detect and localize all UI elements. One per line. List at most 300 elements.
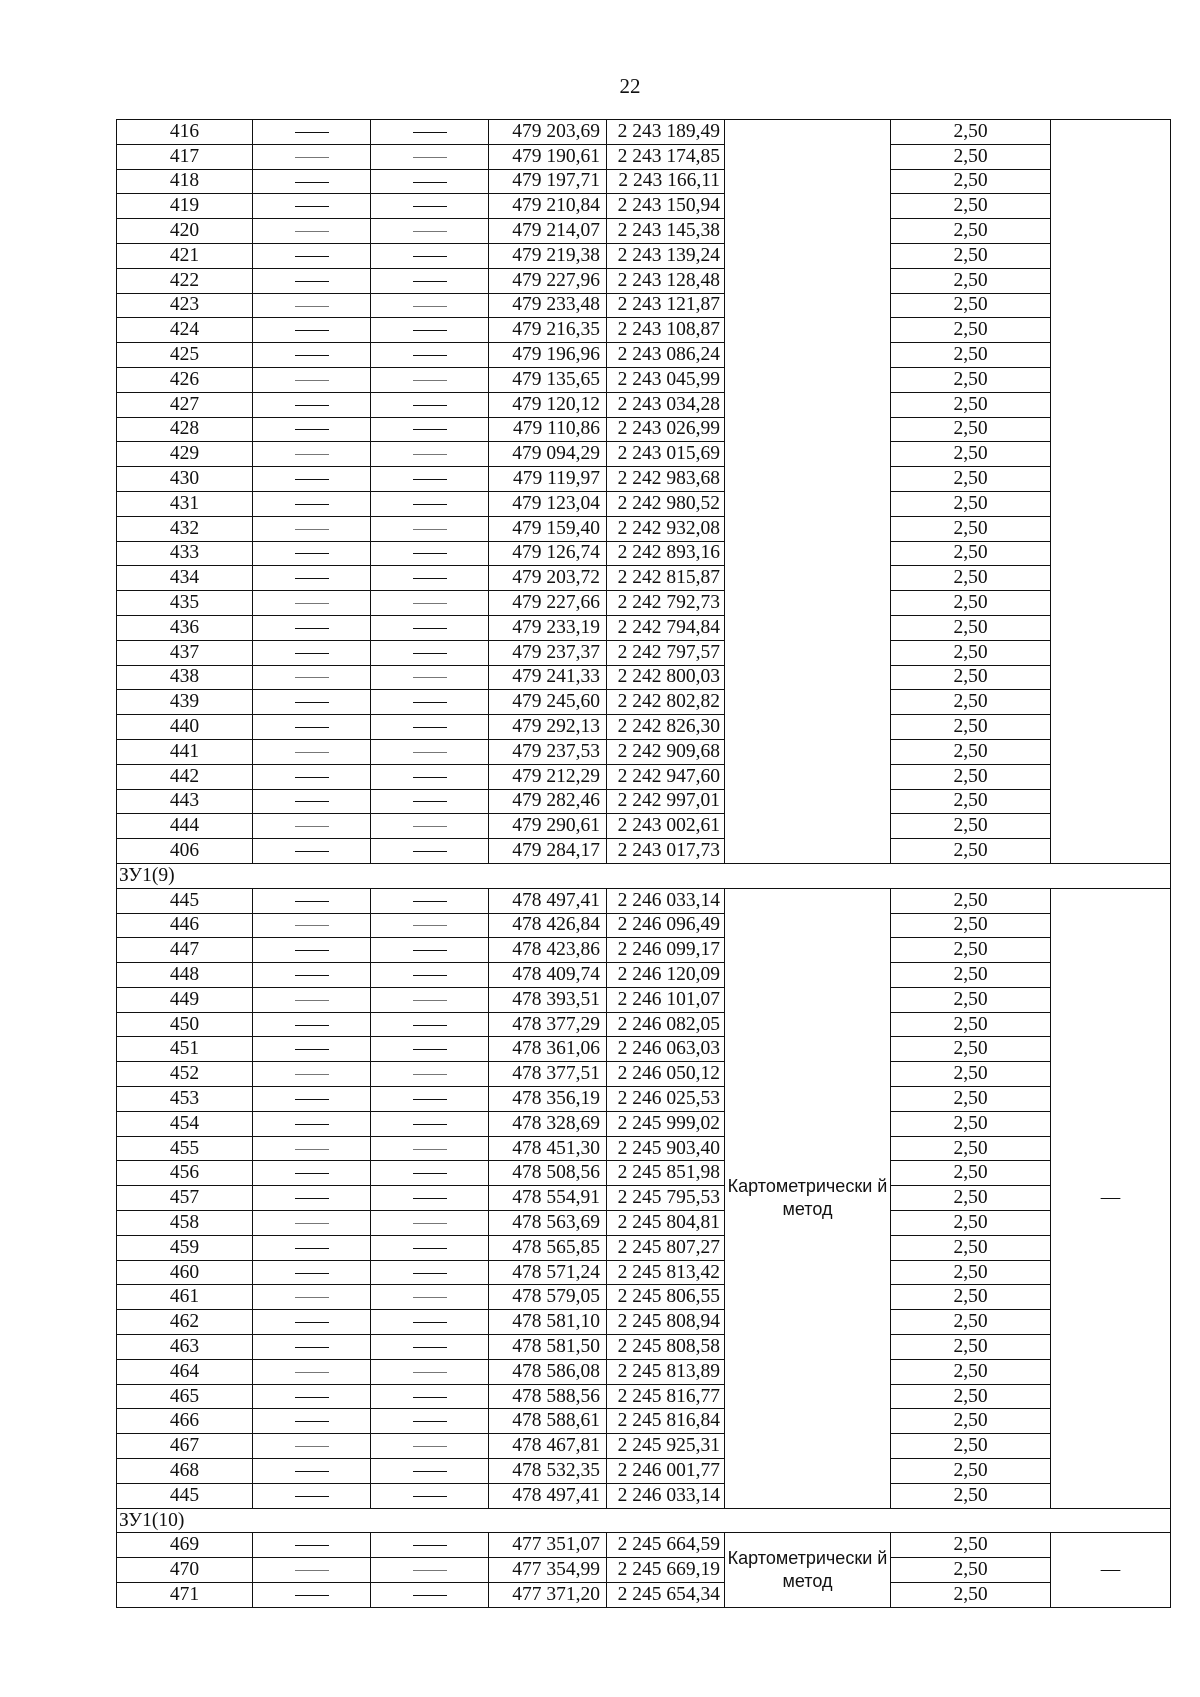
accuracy-value: 2,50 [891, 987, 1051, 1012]
coordinate-y: 2 246 120,09 [607, 963, 725, 988]
point-number: 437 [117, 640, 253, 665]
point-number: 464 [117, 1359, 253, 1384]
empty-cell [253, 1335, 371, 1360]
point-number: 460 [117, 1260, 253, 1285]
empty-cell [371, 888, 489, 913]
table-row [117, 268, 1171, 293]
table-row [117, 343, 1171, 368]
table-row [117, 1359, 1171, 1384]
dash-mark [295, 1074, 329, 1075]
coordinate-x: 477 371,20 [489, 1583, 607, 1608]
accuracy-value: 2,50 [891, 1434, 1051, 1459]
table-row [117, 516, 1171, 541]
empty-cell [253, 789, 371, 814]
table-row [117, 987, 1171, 1012]
point-number: 422 [117, 268, 253, 293]
dash-mark [413, 1496, 447, 1497]
coordinate-x: 478 328,69 [489, 1111, 607, 1136]
accuracy-value: 2,50 [891, 516, 1051, 541]
dash-mark [413, 1124, 447, 1125]
point-number: 418 [117, 169, 253, 194]
empty-cell [371, 640, 489, 665]
dash-mark [413, 256, 447, 257]
table-row [117, 442, 1171, 467]
empty-cell [253, 1558, 371, 1583]
coordinate-y: 2 246 025,53 [607, 1087, 725, 1112]
coordinate-y: 2 245 925,31 [607, 1434, 725, 1459]
accuracy-value: 2,50 [891, 120, 1051, 145]
point-number: 434 [117, 566, 253, 591]
dash-mark [413, 677, 447, 678]
page-number: 22 [619, 74, 641, 98]
dash-mark [413, 1471, 447, 1472]
table-row [117, 1310, 1171, 1335]
point-number: 452 [117, 1062, 253, 1087]
coordinate-y: 2 242 980,52 [607, 491, 725, 516]
table-row [117, 690, 1171, 715]
coordinate-x: 479 126,74 [489, 541, 607, 566]
point-number: 432 [117, 516, 253, 541]
point-number: 455 [117, 1136, 253, 1161]
dash-mark [295, 603, 329, 604]
empty-cell [371, 1335, 489, 1360]
accuracy-value: 2,50 [891, 467, 1051, 492]
dash-mark [295, 1149, 329, 1150]
dash-mark [413, 826, 447, 827]
point-number: 458 [117, 1211, 253, 1236]
dash-mark [295, 157, 329, 158]
accuracy-value: 2,50 [891, 1384, 1051, 1409]
coordinate-y: 2 245 813,42 [607, 1260, 725, 1285]
dash-mark [413, 1372, 447, 1373]
point-number: 459 [117, 1235, 253, 1260]
empty-cell [371, 789, 489, 814]
dash-mark [413, 1149, 447, 1150]
coordinate-y: 2 243 045,99 [607, 367, 725, 392]
empty-cell [253, 467, 371, 492]
accuracy-value: 2,50 [891, 1211, 1051, 1236]
coordinate-y: 2 245 795,53 [607, 1186, 725, 1211]
coordinate-y: 2 245 669,19 [607, 1558, 725, 1583]
table-row [117, 739, 1171, 764]
dash-mark [413, 157, 447, 158]
point-number: 423 [117, 293, 253, 318]
coordinate-y: 2 243 026,99 [607, 417, 725, 442]
point-number: 442 [117, 764, 253, 789]
empty-cell [371, 1285, 489, 1310]
dash-mark [295, 727, 329, 728]
accuracy-value: 2,50 [891, 963, 1051, 988]
dash-mark [295, 454, 329, 455]
dash-mark [413, 901, 447, 902]
accuracy-value: 2,50 [891, 1062, 1051, 1087]
point-number: 428 [117, 417, 253, 442]
dash-mark [295, 330, 329, 331]
empty-cell [253, 615, 371, 640]
empty-cell [253, 1211, 371, 1236]
coordinate-y: 2 245 664,59 [607, 1533, 725, 1558]
dash-mark [413, 479, 447, 480]
accuracy-value: 2,50 [891, 491, 1051, 516]
coordinate-x: 479 227,66 [489, 591, 607, 616]
coordinate-y: 2 242 815,87 [607, 566, 725, 591]
point-number: 468 [117, 1459, 253, 1484]
table-row [117, 120, 1171, 145]
accuracy-value: 2,50 [891, 789, 1051, 814]
dash-mark [295, 1545, 329, 1546]
accuracy-value: 2,50 [891, 1310, 1051, 1335]
coordinate-x: 479 203,69 [489, 120, 607, 145]
coordinate-y: 2 245 851,98 [607, 1161, 725, 1186]
point-number: 425 [117, 343, 253, 368]
coordinate-x: 479 219,38 [489, 243, 607, 268]
dash-mark [295, 355, 329, 356]
coordinate-y: 2 246 033,14 [607, 888, 725, 913]
table-row [117, 1483, 1171, 1508]
dash-mark [295, 182, 329, 183]
coordinate-x: 479 237,37 [489, 640, 607, 665]
dash-mark [295, 1025, 329, 1026]
coordinate-x: 478 565,85 [489, 1235, 607, 1260]
section-header-row [117, 1508, 1171, 1533]
coordinate-y: 2 242 792,73 [607, 591, 725, 616]
accuracy-value: 2,50 [891, 1012, 1051, 1037]
dash-mark [413, 975, 447, 976]
coordinate-y: 2 242 794,84 [607, 615, 725, 640]
table-row [117, 1384, 1171, 1409]
section-title: ЗУ1(10) [117, 1508, 1171, 1533]
point-number: 454 [117, 1111, 253, 1136]
coordinate-y: 2 245 807,27 [607, 1235, 725, 1260]
coordinate-x: 478 426,84 [489, 913, 607, 938]
coordinate-y: 2 243 015,69 [607, 442, 725, 467]
empty-cell [253, 491, 371, 516]
dash-mark [295, 553, 329, 554]
table-row [117, 640, 1171, 665]
coordinate-y: 2 243 034,28 [607, 392, 725, 417]
empty-cell [253, 268, 371, 293]
empty-cell [253, 764, 371, 789]
accuracy-value: 2,50 [891, 1409, 1051, 1434]
coordinate-x: 479 290,61 [489, 814, 607, 839]
table-row [117, 715, 1171, 740]
point-number: 445 [117, 1483, 253, 1508]
empty-cell [371, 1434, 489, 1459]
coordinate-x: 479 203,72 [489, 566, 607, 591]
point-number: 416 [117, 120, 253, 145]
accuracy-value: 2,50 [891, 640, 1051, 665]
empty-cell [253, 1260, 371, 1285]
empty-cell [371, 1186, 489, 1211]
dash-mark [295, 950, 329, 951]
dash-mark [413, 1421, 447, 1422]
dash-mark [295, 752, 329, 753]
coordinate-y: 2 243 086,24 [607, 343, 725, 368]
dash-mark [295, 405, 329, 406]
dash-mark [413, 1025, 447, 1026]
dash-mark [413, 801, 447, 802]
empty-cell [371, 1087, 489, 1112]
dash-mark [413, 1545, 447, 1546]
empty-cell [371, 566, 489, 591]
empty-cell [253, 392, 371, 417]
coordinate-y: 2 245 903,40 [607, 1136, 725, 1161]
accuracy-value: 2,50 [891, 169, 1051, 194]
point-number: 445 [117, 888, 253, 913]
empty-cell [371, 987, 489, 1012]
coordinate-x: 478 581,50 [489, 1335, 607, 1360]
table-row [117, 1583, 1171, 1608]
accuracy-value: 2,50 [891, 1335, 1051, 1360]
dash-mark [413, 1248, 447, 1249]
point-number: 469 [117, 1533, 253, 1558]
empty-cell [253, 1062, 371, 1087]
accuracy-value: 2,50 [891, 913, 1051, 938]
accuracy-value: 2,50 [891, 343, 1051, 368]
point-number: 471 [117, 1583, 253, 1608]
dash-mark [413, 1297, 447, 1298]
point-number: 444 [117, 814, 253, 839]
coordinate-y: 2 242 947,60 [607, 764, 725, 789]
empty-cell [371, 1384, 489, 1409]
empty-cell [253, 839, 371, 864]
accuracy-value: 2,50 [891, 1459, 1051, 1484]
point-number: 421 [117, 243, 253, 268]
accuracy-value: 2,50 [891, 1558, 1051, 1583]
dash-mark [295, 132, 329, 133]
coordinate-y: 2 242 909,68 [607, 739, 725, 764]
point-number: 447 [117, 938, 253, 963]
dash-mark [295, 479, 329, 480]
empty-cell [371, 1136, 489, 1161]
coordinate-y: 2 246 050,12 [607, 1062, 725, 1087]
table-row [117, 1186, 1171, 1211]
coordinate-x: 478 554,91 [489, 1186, 607, 1211]
empty-cell [253, 1483, 371, 1508]
accuracy-value: 2,50 [891, 839, 1051, 864]
dash-mark [295, 504, 329, 505]
dash-mark [413, 777, 447, 778]
accuracy-value: 2,50 [891, 442, 1051, 467]
accuracy-value: 2,50 [891, 1483, 1051, 1508]
point-number: 466 [117, 1409, 253, 1434]
table-row [117, 243, 1171, 268]
dash-mark [413, 206, 447, 207]
empty-cell [253, 1583, 371, 1608]
dash-mark [413, 355, 447, 356]
dash-mark [413, 603, 447, 604]
dash-mark [295, 231, 329, 232]
point-number: 443 [117, 789, 253, 814]
empty-cell [371, 318, 489, 343]
empty-cell [371, 491, 489, 516]
dash-mark [295, 628, 329, 629]
dash-mark [413, 1198, 447, 1199]
empty-cell [253, 987, 371, 1012]
coordinate-x: 478 467,81 [489, 1434, 607, 1459]
accuracy-value: 2,50 [891, 1533, 1051, 1558]
dash-mark [295, 578, 329, 579]
point-number: 424 [117, 318, 253, 343]
dash-mark [295, 1595, 329, 1596]
coordinate-x: 478 586,08 [489, 1359, 607, 1384]
empty-cell [253, 690, 371, 715]
empty-cell [253, 1409, 371, 1434]
accuracy-value: 2,50 [891, 268, 1051, 293]
empty-cell [371, 591, 489, 616]
empty-cell [371, 665, 489, 690]
dash-mark [413, 1223, 447, 1224]
dash-mark [295, 826, 329, 827]
point-number: 453 [117, 1087, 253, 1112]
dash-mark [295, 429, 329, 430]
empty-cell [253, 715, 371, 740]
coordinate-y: 2 242 797,57 [607, 640, 725, 665]
table-row [117, 1062, 1171, 1087]
point-number: 441 [117, 739, 253, 764]
dash-mark [413, 330, 447, 331]
point-number: 450 [117, 1012, 253, 1037]
coordinate-x: 479 237,53 [489, 739, 607, 764]
dash-mark [413, 429, 447, 430]
dash-mark [295, 1421, 329, 1422]
coordinate-y: 2 242 983,68 [607, 467, 725, 492]
dash-mark [413, 504, 447, 505]
empty-cell [371, 392, 489, 417]
point-number: 451 [117, 1037, 253, 1062]
note-cell: — [1051, 1533, 1171, 1607]
accuracy-value: 2,50 [891, 417, 1051, 442]
coordinate-y: 2 246 082,05 [607, 1012, 725, 1037]
coordinate-y: 2 242 997,01 [607, 789, 725, 814]
dash-mark [413, 653, 447, 654]
dash-mark [295, 306, 329, 307]
table-row [117, 665, 1171, 690]
coordinate-y: 2 245 816,84 [607, 1409, 725, 1434]
empty-cell [371, 1359, 489, 1384]
coordinate-x: 479 119,97 [489, 467, 607, 492]
empty-cell [371, 293, 489, 318]
dash-mark [413, 1595, 447, 1596]
dash-mark [295, 1198, 329, 1199]
coordinate-x: 479 190,61 [489, 144, 607, 169]
empty-cell [371, 938, 489, 963]
point-number: 465 [117, 1384, 253, 1409]
dash-mark [413, 1049, 447, 1050]
empty-cell [253, 417, 371, 442]
table-row [117, 491, 1171, 516]
coordinate-x: 479 227,96 [489, 268, 607, 293]
table-row [117, 1285, 1171, 1310]
coordinate-y: 2 243 145,38 [607, 219, 725, 244]
dash-mark [295, 256, 329, 257]
point-number: 420 [117, 219, 253, 244]
empty-cell [371, 144, 489, 169]
empty-cell [371, 1260, 489, 1285]
empty-cell [253, 1310, 371, 1335]
table-row [117, 591, 1171, 616]
empty-cell [371, 516, 489, 541]
table-row [117, 1459, 1171, 1484]
coordinate-y: 2 243 166,11 [607, 169, 725, 194]
coordinate-y: 2 245 813,89 [607, 1359, 725, 1384]
empty-cell [253, 1434, 371, 1459]
empty-cell [253, 814, 371, 839]
point-number: 433 [117, 541, 253, 566]
coordinate-x: 479 196,96 [489, 343, 607, 368]
coordinate-x: 479 159,40 [489, 516, 607, 541]
coordinate-x: 479 094,29 [489, 442, 607, 467]
table-row [117, 888, 1171, 913]
section-header-row [117, 863, 1171, 888]
accuracy-value: 2,50 [891, 764, 1051, 789]
dash-mark [295, 1570, 329, 1571]
dash-mark [295, 1446, 329, 1447]
dash-mark [413, 1273, 447, 1274]
coordinate-x: 479 245,60 [489, 690, 607, 715]
table-row [117, 1136, 1171, 1161]
coordinate-x: 478 581,10 [489, 1310, 607, 1335]
dash-mark [413, 628, 447, 629]
empty-cell [253, 343, 371, 368]
coordinate-y: 2 245 808,94 [607, 1310, 725, 1335]
coordinate-x: 478 563,69 [489, 1211, 607, 1236]
coordinate-x: 478 579,05 [489, 1285, 607, 1310]
coordinate-x: 478 423,86 [489, 938, 607, 963]
coordinate-y: 2 246 063,03 [607, 1037, 725, 1062]
dash-mark [295, 901, 329, 902]
table-row [117, 1533, 1171, 1558]
dash-mark [295, 1496, 329, 1497]
empty-cell [253, 739, 371, 764]
dash-mark [295, 975, 329, 976]
point-number: 467 [117, 1434, 253, 1459]
dash-mark [413, 306, 447, 307]
coordinates-table [116, 119, 1171, 1608]
accuracy-value: 2,50 [891, 219, 1051, 244]
method-cell [725, 120, 891, 864]
dash-mark [295, 380, 329, 381]
point-number: 430 [117, 467, 253, 492]
coordinate-x: 479 214,07 [489, 219, 607, 244]
accuracy-value: 2,50 [891, 392, 1051, 417]
dash-mark [413, 727, 447, 728]
coordinate-y: 2 246 101,07 [607, 987, 725, 1012]
point-number: 439 [117, 690, 253, 715]
dash-mark [295, 801, 329, 802]
table-row [117, 913, 1171, 938]
dash-mark [413, 281, 447, 282]
empty-cell [371, 243, 489, 268]
coordinate-x: 478 532,35 [489, 1459, 607, 1484]
coordinate-x: 478 588,61 [489, 1409, 607, 1434]
empty-cell [371, 764, 489, 789]
accuracy-value: 2,50 [891, 690, 1051, 715]
empty-cell [253, 1186, 371, 1211]
coordinate-x: 478 377,29 [489, 1012, 607, 1037]
dash-mark [295, 702, 329, 703]
coordinate-y: 2 243 128,48 [607, 268, 725, 293]
empty-cell [371, 963, 489, 988]
dash-mark [413, 231, 447, 232]
coordinate-y: 2 243 002,61 [607, 814, 725, 839]
method-cell: Картометрически й метод [725, 888, 891, 1508]
empty-cell [253, 219, 371, 244]
point-number: 429 [117, 442, 253, 467]
table-row [117, 814, 1171, 839]
table-row [117, 219, 1171, 244]
table-row [117, 417, 1171, 442]
